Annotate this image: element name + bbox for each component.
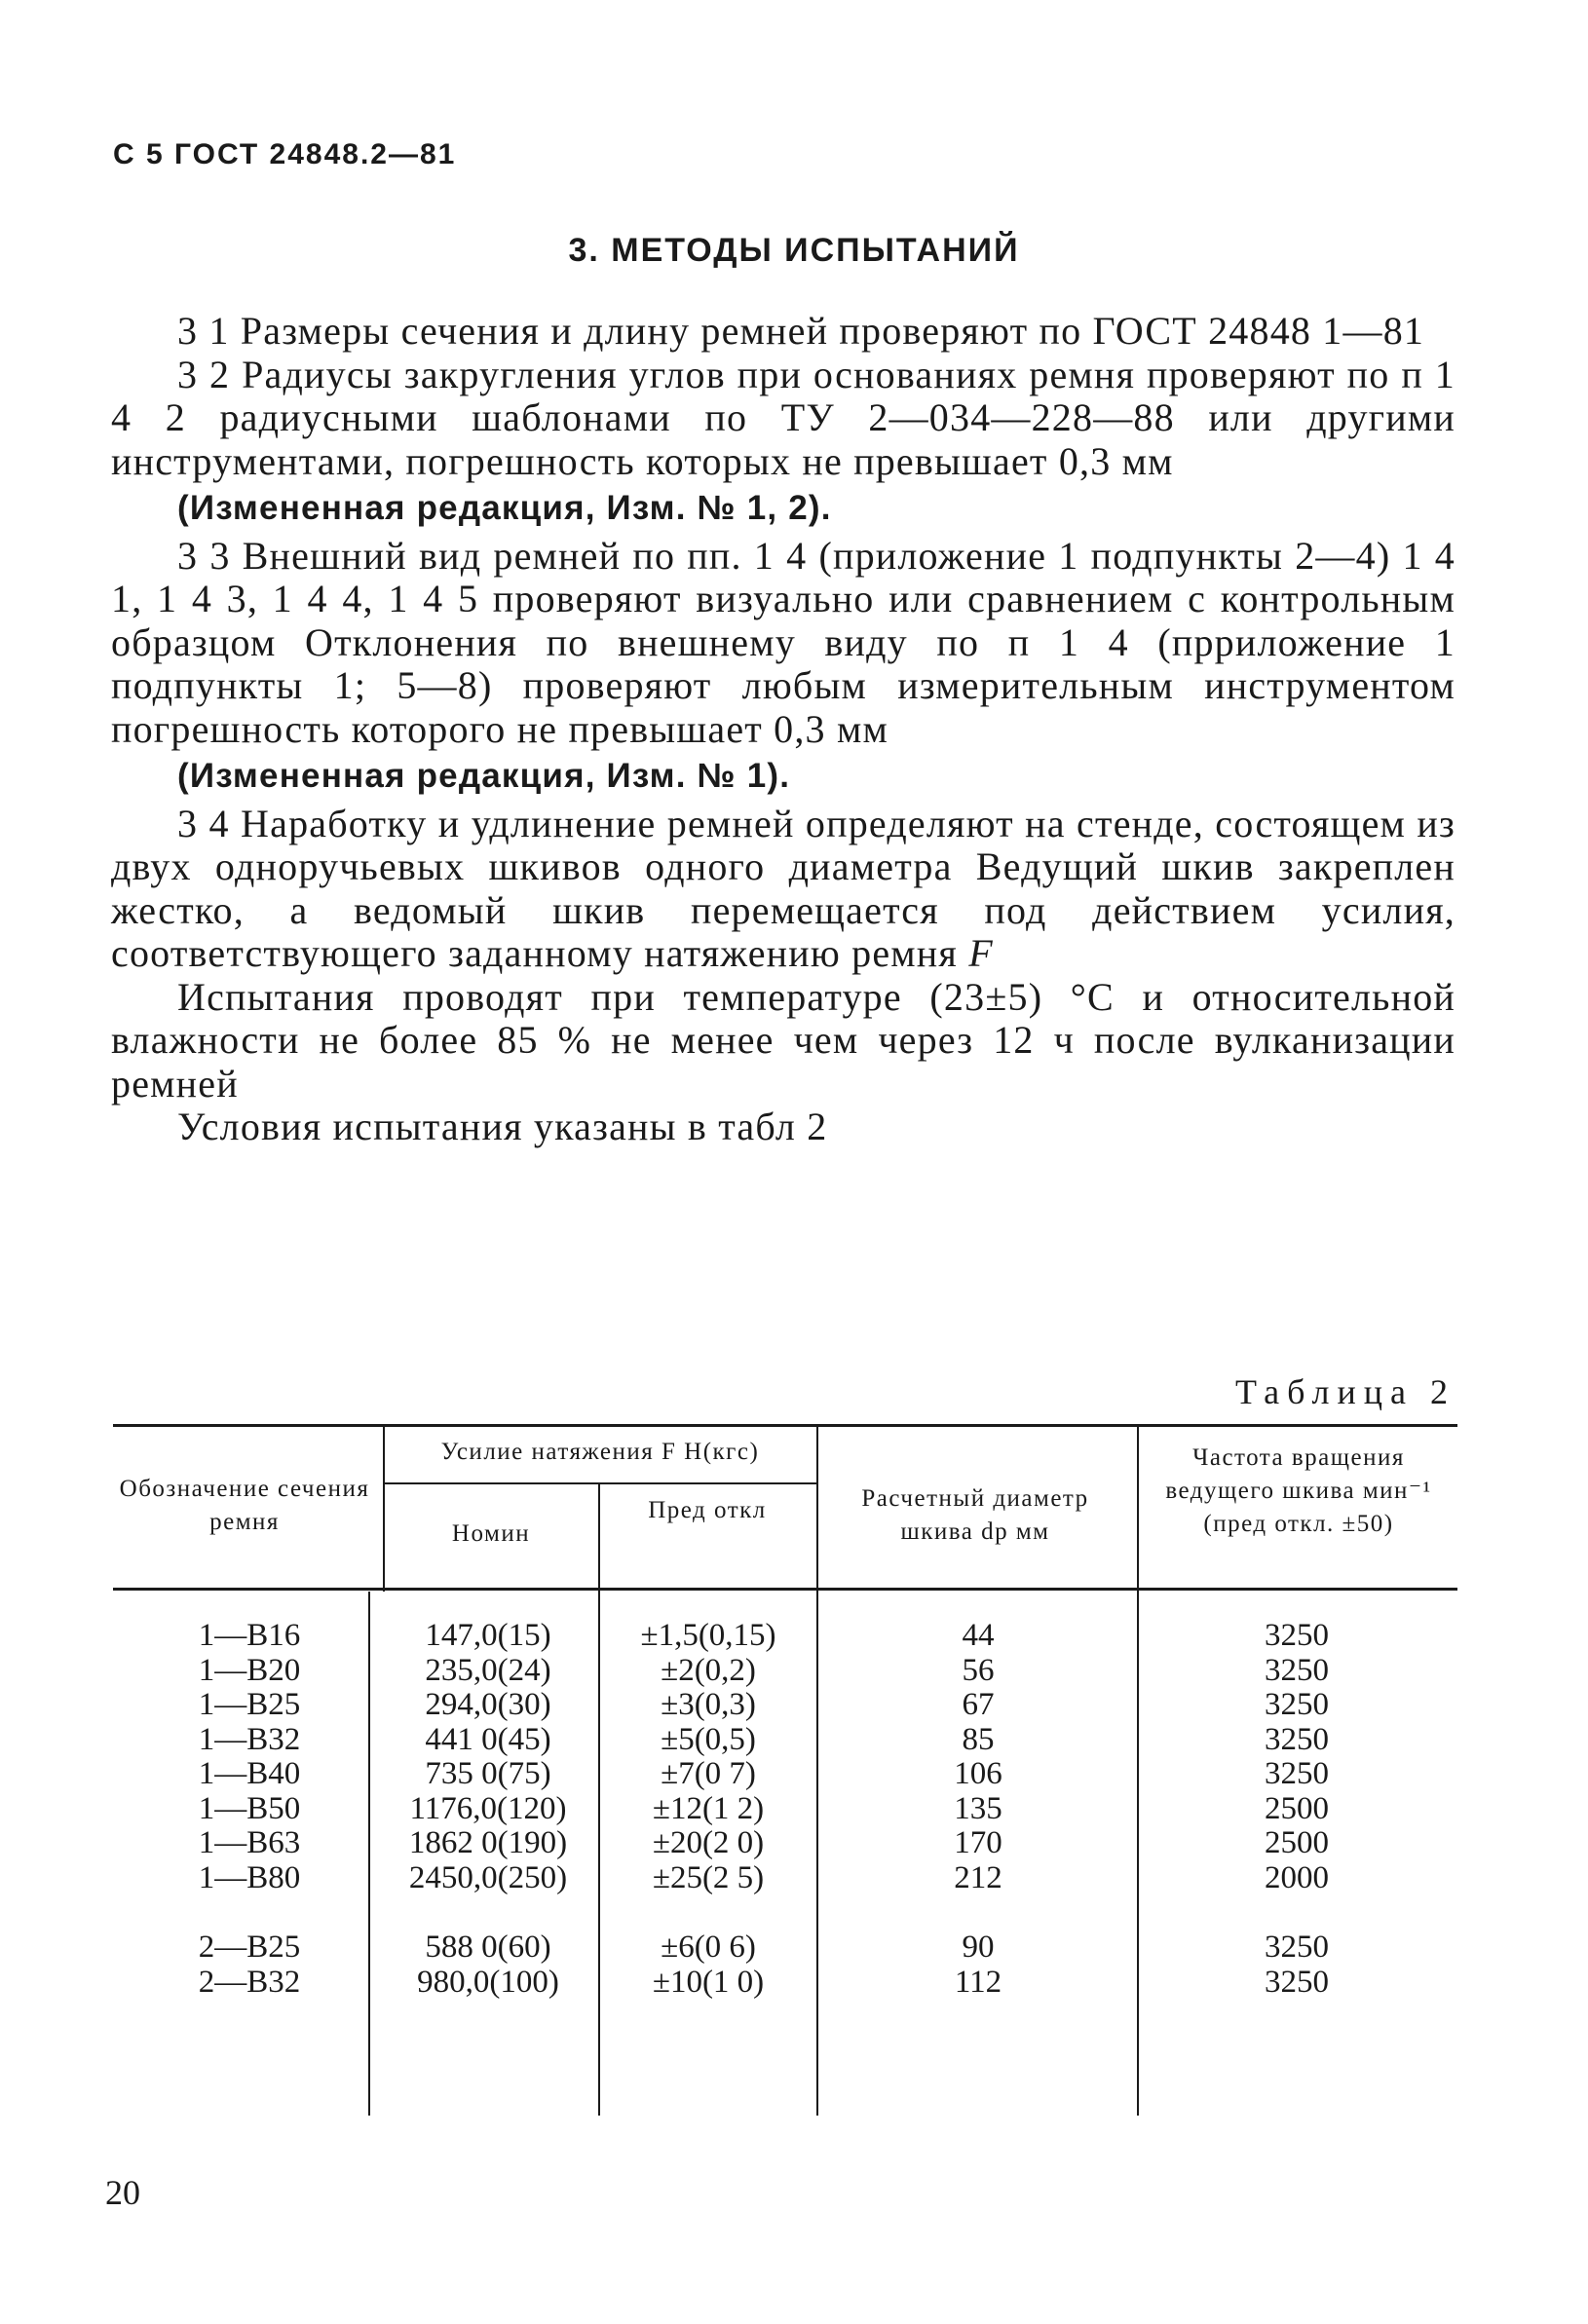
table-cell: 3250	[1265, 1652, 1329, 1688]
table-cell: 170	[954, 1825, 1002, 1860]
column-tolerance	[605, 1619, 812, 2000]
amendment-note-2: (Измененная редакция, Изм. № 1).	[177, 757, 791, 795]
table-cell: 1862 0(190)	[408, 1825, 568, 1860]
table-cell: ±12(1 2)	[652, 1790, 765, 1826]
amendment-note-1: (Измененная редакция, Изм. № 1, 2).	[177, 489, 832, 527]
table-cell: ±25(2 5)	[652, 1859, 765, 1895]
table-cell: 2500	[1265, 1790, 1329, 1826]
paragraph-3-2: 3 2 Радиусы закругления углов при основаниях ремня проверяют по п 1 4 2 радиусными шаблонами по ТУ 2—034—228—88 или другими инструментами, погрешность которых не превышает 0,3 мм	[111, 352, 1456, 483]
page-number: 20	[105, 2173, 140, 2212]
header-divider-1	[383, 1424, 385, 1592]
table-cell: 735 0(75)	[425, 1756, 551, 1791]
header-section: Обозначение сечения ремня	[119, 1476, 370, 1535]
header-divider-3	[816, 1424, 818, 1592]
header-tolerance: Пред откл	[648, 1497, 767, 1523]
body-text	[111, 310, 1456, 1149]
table-cell: 1—В25	[198, 1687, 301, 1722]
paragraph-3-3: 3 3 Внешний вид ремней по пп. 1 4 (приложение 1 подпункты 2—4) 1 4 1, 1 4 3, 1 4 4, 1 4 5 проверяют визуально или сравнением с контрольным образцом Отклонения по внешнему виду по п 1 4 (прриложение 1 подпункты 1; 5—8) проверяют любым измерительным инструментом погрешность которого не превышает 0,3 мм	[111, 533, 1456, 751]
table-cell: 2—В25	[198, 1930, 301, 1965]
table-cell: 106	[954, 1756, 1002, 1791]
paragraph-table-reference: Условия испытания указаны в табл 2	[177, 1105, 828, 1148]
table-cell: 3250	[1265, 1756, 1329, 1791]
column-nominal	[381, 1619, 595, 2000]
table-cell: 3250	[1265, 1618, 1329, 1653]
header-speed: Частота вращения ведущего шкива мин⁻¹ (пред откл. ±50)	[1165, 1444, 1432, 1537]
table-cell: 1—В16	[198, 1618, 301, 1653]
table-cell: 112	[954, 1964, 1002, 2000]
table-top-rule	[113, 1424, 1457, 1427]
table-cell: 67	[962, 1687, 995, 1722]
table-cell: ±7(0 7)	[661, 1756, 756, 1791]
table-cell: 1—В63	[198, 1825, 301, 1860]
paragraph-3-4	[111, 803, 1456, 976]
table-cell: 135	[954, 1790, 1002, 1826]
header-nominal: Номин	[451, 1520, 531, 1547]
table-cell: 1176,0(120)	[409, 1790, 567, 1826]
column-speed	[1141, 1619, 1453, 2000]
table-cell: ±6(0 6)	[661, 1930, 756, 1965]
table-cell: 2500	[1265, 1825, 1329, 1860]
table-cell: 56	[962, 1652, 995, 1688]
table-cell: 212	[954, 1859, 1002, 1895]
header-force: Усилие натяжения F Н(кгс)	[440, 1439, 760, 1465]
body-divider-1	[368, 1592, 370, 2116]
header-divider-2	[598, 1482, 600, 1592]
table-cell: ±5(0,5)	[661, 1721, 756, 1757]
force-variable: F	[968, 931, 994, 975]
table-cell: 2450,0(250)	[408, 1859, 568, 1895]
table-cell: 1—В40	[198, 1756, 301, 1791]
table-cell: 3250	[1265, 1964, 1329, 2000]
table-cell: 980,0(100)	[417, 1964, 559, 2000]
table-cell: ±1,5(0,15)	[640, 1618, 776, 1653]
table-cell: 588 0(60)	[425, 1930, 551, 1965]
header-bottom-rule	[113, 1588, 1457, 1591]
table-cell: 3250	[1265, 1930, 1329, 1965]
table-cell: ±20(2 0)	[652, 1825, 765, 1860]
table-cell: 3250	[1265, 1687, 1329, 1722]
paragraph-3-4-text: 3 4 Наработку и удлинение ремней определяют на стенде, состоящем из двух одноручьевых шкивов одного диаметра Ведущий шкив закреплен жестко, а ведомый шкив перемещается под действием усилия, соответствующего заданному натяжению ремня	[111, 801, 1456, 975]
table-cell: 3250	[1265, 1721, 1329, 1757]
table-cell: ±10(1 0)	[652, 1964, 765, 2000]
paragraph-test-conditions: Испытания проводят при температуре (23±5) °С и относительной влажности не более 85 % не менее чем через 12 ч после вулканизации ремней	[111, 974, 1456, 1106]
body-divider-4	[1137, 1592, 1139, 2116]
body-divider-3	[816, 1592, 818, 2116]
table-cell: 1—В20	[198, 1652, 301, 1688]
page-header: С 5 ГОСТ 24848.2—81	[113, 138, 457, 170]
table-caption: Таблица 2	[1235, 1372, 1456, 1411]
table-cell: ±2(0,2)	[661, 1652, 756, 1688]
header-diameter: Расчетный диаметр шкива dр мм	[861, 1485, 1089, 1545]
table-cell: 90	[962, 1930, 995, 1965]
column-section	[152, 1619, 347, 2000]
table-cell: 147,0(15)	[425, 1618, 551, 1653]
table-cell: 2—В32	[198, 1964, 301, 2000]
table-cell: 85	[962, 1721, 995, 1757]
table-cell: ±3(0,3)	[661, 1687, 756, 1722]
table-cell: 294,0(30)	[425, 1687, 551, 1722]
table-cell: 2000	[1265, 1859, 1329, 1895]
table-cell: 1—В32	[198, 1721, 301, 1757]
table-cell: 235,0(24)	[425, 1652, 551, 1688]
table-cell: 1—В50	[198, 1790, 301, 1826]
header-divider-4	[1137, 1424, 1139, 1592]
body-divider-2	[598, 1592, 600, 2116]
table-cell: 44	[962, 1618, 995, 1653]
table-cell: 1—В80	[198, 1859, 301, 1895]
table-cell: 441 0(45)	[425, 1721, 551, 1757]
section-title: 3. МЕТОДЫ ИСПЫТАНИЙ	[568, 232, 1020, 269]
column-diameter	[822, 1619, 1134, 2000]
paragraph-3-1: 3 1 Размеры сечения и длину ремней проверяют по ГОСТ 24848 1—81	[177, 309, 1425, 353]
test-conditions-table	[113, 1424, 1457, 2116]
